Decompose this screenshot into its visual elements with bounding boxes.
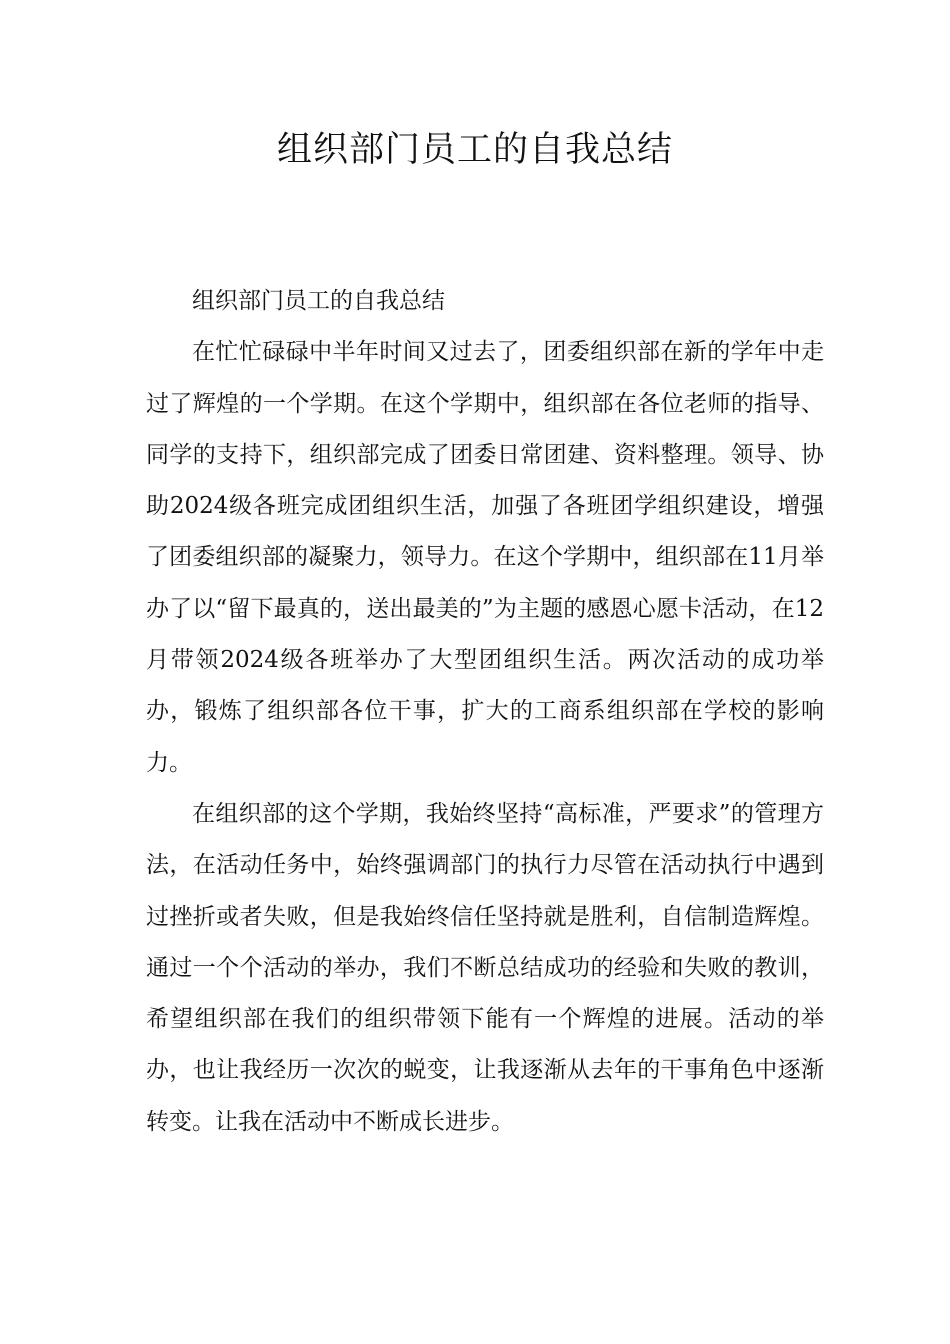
paragraph-1: 在忙忙碌碌中半年时间又过去了，团委组织部在新的学年中走过了辉煌的一个学期。在这个学期中，组织部在各位老师的指导、同学的支持下，组织部完成了团委日常团建、资料整理。领导、协助2024级各班完成团组织生活，加强了各班团学组织建设，增强了团委组织部的凝聚力，领导力。在这个学期中，组织部在11月举办了以“留下最真的，送出最美的”为主题的感恩心愿卡活动，在12月带领2024级各班举办了大型团组织生活。两次活动的成功举办，锻炼了组织部各位干事，扩大的工商系组织部在学校的影响力。	[146, 339, 824, 776]
document-title: 组织部门员工的自我总结	[276, 130, 673, 170]
document-subtitle: 组织部门员工的自我总结	[192, 288, 445, 314]
paragraph-2: 在组织部的这个学期，我始终坚持“高标准，严要求”的管理方法，在活动任务中，始终强调部门的执行力尽管在活动执行中遇到过挫折或者失败，但是我始终信任坚持就是胜利，自信制造辉煌。通过一个个活动的举办，我们不断总结成功的经验和失败的教训，希望组织部在我们的组织带领下能有一个辉煌的进展。活动的举办，也让我经历一次次的蜕变，让我逐渐从去年的干事角色中逐渐转变。让我在活动中不断成长进步。	[146, 800, 824, 1135]
document-body	[146, 276, 824, 1148]
